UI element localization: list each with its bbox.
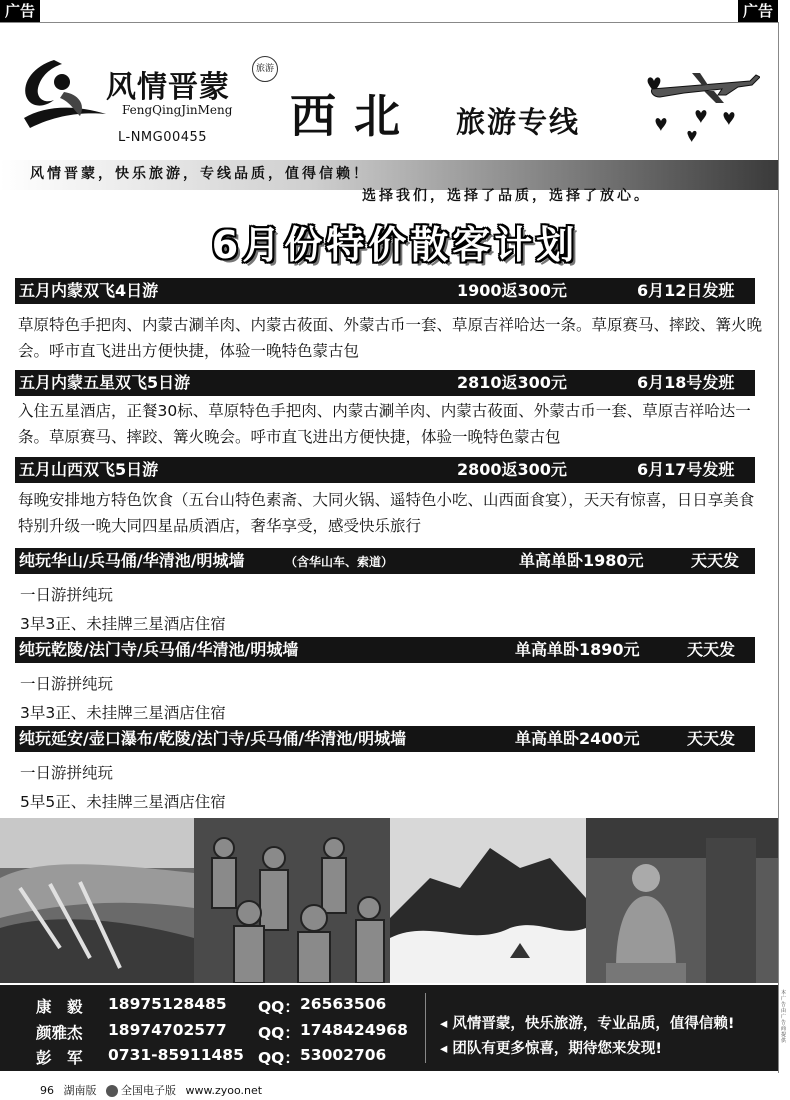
brand-name: 风情晋蒙	[106, 70, 230, 105]
airplane-hearts-icon	[600, 55, 760, 150]
tour-detail-line: 3早3正、未挂牌三星酒店住宿	[20, 615, 226, 633]
edition-label: 湖南版	[63, 1084, 97, 1097]
site-logo-icon	[106, 1085, 118, 1097]
tour-name: 五月内蒙五星双飞5日游	[19, 373, 191, 392]
slogan-secondary: 选择我们，选择了品质，选择了放心。	[362, 188, 651, 204]
triangle-left-icon: ◂	[440, 1016, 453, 1032]
tour-departure: 天天发	[687, 640, 736, 659]
contact-qq[interactable]: 1748424968	[300, 1021, 408, 1039]
contact-phone[interactable]: 18975128485	[108, 995, 227, 1013]
tour-header	[15, 278, 755, 304]
site-label: 全国电子版	[121, 1084, 176, 1097]
tour-description: 草原特色手把肉、内蒙古涮羊肉、内蒙古莜面、外蒙古币一套、草原吉祥哈达一条。草原赛马、摔跤、篝火晚会。呼市直飞进出方便快捷，体验一晚特色蒙古包	[18, 316, 763, 360]
main-title: 西北	[290, 89, 418, 143]
tour-price: 1900返300元	[457, 281, 567, 300]
waterfall-photo	[0, 818, 194, 983]
tour-name: 纯玩乾陵/法门寺/兵马俑/华清池/明城墙	[19, 640, 299, 659]
tour-name: 五月内蒙双飞4日游	[19, 281, 159, 300]
tour-detail-line: 3早3正、未挂牌三星酒店住宿	[20, 704, 226, 722]
page-footer	[40, 1082, 268, 1098]
tour-header	[15, 457, 755, 483]
qq-label: QQ：	[258, 1024, 300, 1042]
tour-description: 每晚安排地方特色饮食（五台山特色素斋、大同火锅、遥特色小吃、山西面食宴），天天有惊喜，日日享美食特别升级一晚大同四星品质酒店，奢华享受，感受快乐旅行	[18, 491, 755, 535]
contact-panel	[0, 985, 778, 1071]
tour-detail-line: 一日游拼纯玩	[20, 764, 114, 782]
buddha-statue-photo	[586, 818, 778, 983]
logo-icon	[14, 52, 110, 136]
tour-description: 入住五星酒店，正餐30标、草原特色手把肉、内蒙古涮羊肉、内蒙古莜面、外蒙古币一套、草原吉祥哈达一条。草原赛马、摔跤、篝火晚会。呼市直飞进出方便快捷，体验一晚特色蒙古包	[18, 402, 751, 446]
photo-strip	[0, 818, 778, 983]
tour-header	[15, 370, 755, 396]
promo-text: 团队有更多惊喜，期待您来发现!	[452, 1041, 662, 1057]
tour-price: 2810返300元	[457, 373, 567, 392]
contact-phone[interactable]: 0731-85911485	[108, 1046, 244, 1064]
side-disclaimer: 本广告由广告商提供	[781, 990, 787, 1044]
promo-text: 风情晋蒙，快乐旅游，专业品质，值得信赖!	[452, 1016, 735, 1032]
tour-name: 五月山西双飞5日游	[19, 460, 159, 479]
promo-line	[440, 1037, 662, 1058]
terracotta-warriors-photo	[194, 818, 390, 983]
site-url[interactable]: www.zyoo.net	[185, 1084, 263, 1097]
qq-label: QQ：	[258, 1049, 300, 1067]
slogan-primary: 风情晋蒙，快乐旅游，专线品质，值得信赖！	[30, 166, 370, 182]
tour-header	[15, 548, 755, 574]
tour-price: 单高单卧1980元	[519, 551, 644, 570]
tour-price: 单高单卧2400元	[515, 729, 640, 748]
tour-detail-line: 一日游拼纯玩	[20, 586, 114, 604]
license-number: L-NMG00455	[118, 130, 208, 145]
tour-header	[15, 726, 755, 752]
brand-english-name: FengQingJinMeng	[122, 103, 233, 117]
tour-departure: 6月12日发班	[637, 281, 735, 300]
tour-departure: 天天发	[687, 729, 736, 748]
tour-name: 纯玩延安/壶口瀑布/乾陵/法门寺/兵马俑/华清池/明城墙	[19, 729, 407, 748]
tour-detail-line: 5早5正、未挂牌三星酒店住宿	[20, 793, 226, 811]
mountain-clouds-photo	[390, 818, 586, 983]
tour-price: 单高单卧1890元	[515, 640, 640, 659]
contact-qq[interactable]: 26563506	[300, 995, 387, 1013]
sub-title: 旅游专线	[456, 105, 581, 139]
ad-label-left: 广告	[0, 0, 40, 22]
tour-departure: 6月18号发班	[637, 373, 735, 392]
contact-name: 彭 军	[36, 1049, 83, 1067]
contact-name: 康 毅	[36, 998, 83, 1016]
contact-name: 颜雅杰	[36, 1024, 83, 1042]
plan-title: 6月份特价散客计划	[211, 223, 579, 267]
page-number: 96	[40, 1084, 54, 1097]
tour-name: 纯玩华山/兵马俑/华清池/明城墙	[19, 551, 245, 570]
brand-badge: 旅游	[252, 56, 278, 82]
tour-note: （含华山车、索道）	[285, 555, 394, 569]
tour-departure: 6月17号发班	[637, 460, 735, 479]
qq-label: QQ：	[258, 998, 300, 1016]
ad-label-right: 广告	[738, 0, 778, 22]
tour-price: 2800返300元	[457, 460, 567, 479]
contact-divider	[425, 993, 426, 1063]
tour-departure: 天天发	[691, 551, 740, 570]
tour-detail-line: 一日游拼纯玩	[20, 675, 114, 693]
triangle-left-icon: ◂	[440, 1041, 453, 1057]
tour-header	[15, 637, 755, 663]
contact-phone[interactable]: 18974702577	[108, 1021, 227, 1039]
contact-qq[interactable]: 53002706	[300, 1046, 387, 1064]
promo-line	[440, 1012, 734, 1033]
